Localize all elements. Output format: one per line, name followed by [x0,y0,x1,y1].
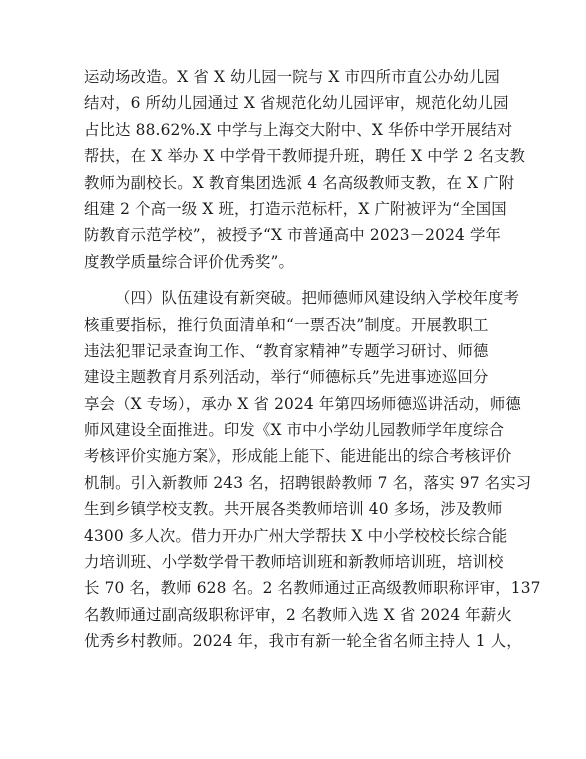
text-line: 违法犯罪记录查询工作、“教育家精神”专题学习研讨、师德 [84,341,489,360]
text-line: 教师为副校长。X 教育集团选派 4 名高级教师支教，在 X 广附 [84,173,515,192]
paragraph-2 [84,285,541,654]
text-line: 建设主题教育月系列活动，举行“师德标兵”先进事迹巡回分 [84,368,489,387]
text-line: 组建 2 个高一级 X 班，打造示范标杆，X 广附被评为“全国国 [84,199,507,218]
paragraph-1 [84,64,526,275]
text-line: 生到乡镇学校支教。共开展各类教师培训 40 多场，涉及教师 [84,500,503,519]
text-line: 防教育示范学校”，被授予“X 市普通高中 2023－2024 学年 [84,226,502,245]
text-line: 占比达 88.62%.X 中学与上海交大附中、X 华侨中学开展结对 [84,120,513,139]
text-line: 名教师通过副高级职称评审，2 名教师入选 X 省 2024 年薪火 [84,605,512,624]
section-heading-line: （四）队伍建设有新突破。把师德师风建设纳入学校年度考 [115,289,520,308]
text-line: 机制。引入新教师 243 名，招聘银龄教师 7 名，落实 97 名实习 [84,473,532,492]
text-line: 优秀乡村教师。2024 年，我市有新一轮全省名师主持人 1 人， [84,632,522,651]
document-body [84,64,541,655]
text-line: 结对，6 所幼儿园通过 X 省规范化幼儿园评审，规范化幼儿园 [84,94,509,113]
text-line: 长 70 名，教师 628 名。2 名教师通过正高级教师职称评审，137 [84,579,541,598]
text-line: 运动场改造。X 省 X 幼儿园一院与 X 市四所市直公办幼儿园 [84,68,500,86]
paragraph-gap [84,275,504,285]
text-line: 度教学质量综合评价优秀奖”。 [84,252,295,271]
text-line: 考核评价实施方案》，形成能上能下、能进能出的综合考核评价 [84,447,512,466]
text-line: 享会（X 专场），承办 X 省 2024 年第四场师德巡讲活动，师德 [84,394,521,413]
text-line: 帮扶，在 X 举办 X 中学骨干教师提升班，聘任 X 中学 2 名支教 [84,147,526,166]
text-line: 核重要指标，推行负面清单和“一票否决”制度。开展教职工 [84,315,489,334]
text-line: 4300 多人次。借力开办广州大学帮扶 X 中小学校校长综合能 [84,526,508,545]
text-line: 师风建设全面推进。印发《X 市中小学幼儿园教师学年度综合 [84,421,505,440]
text-line: 力培训班、小学数学骨干教师培训班和新教师培训班，培训校 [84,553,504,572]
